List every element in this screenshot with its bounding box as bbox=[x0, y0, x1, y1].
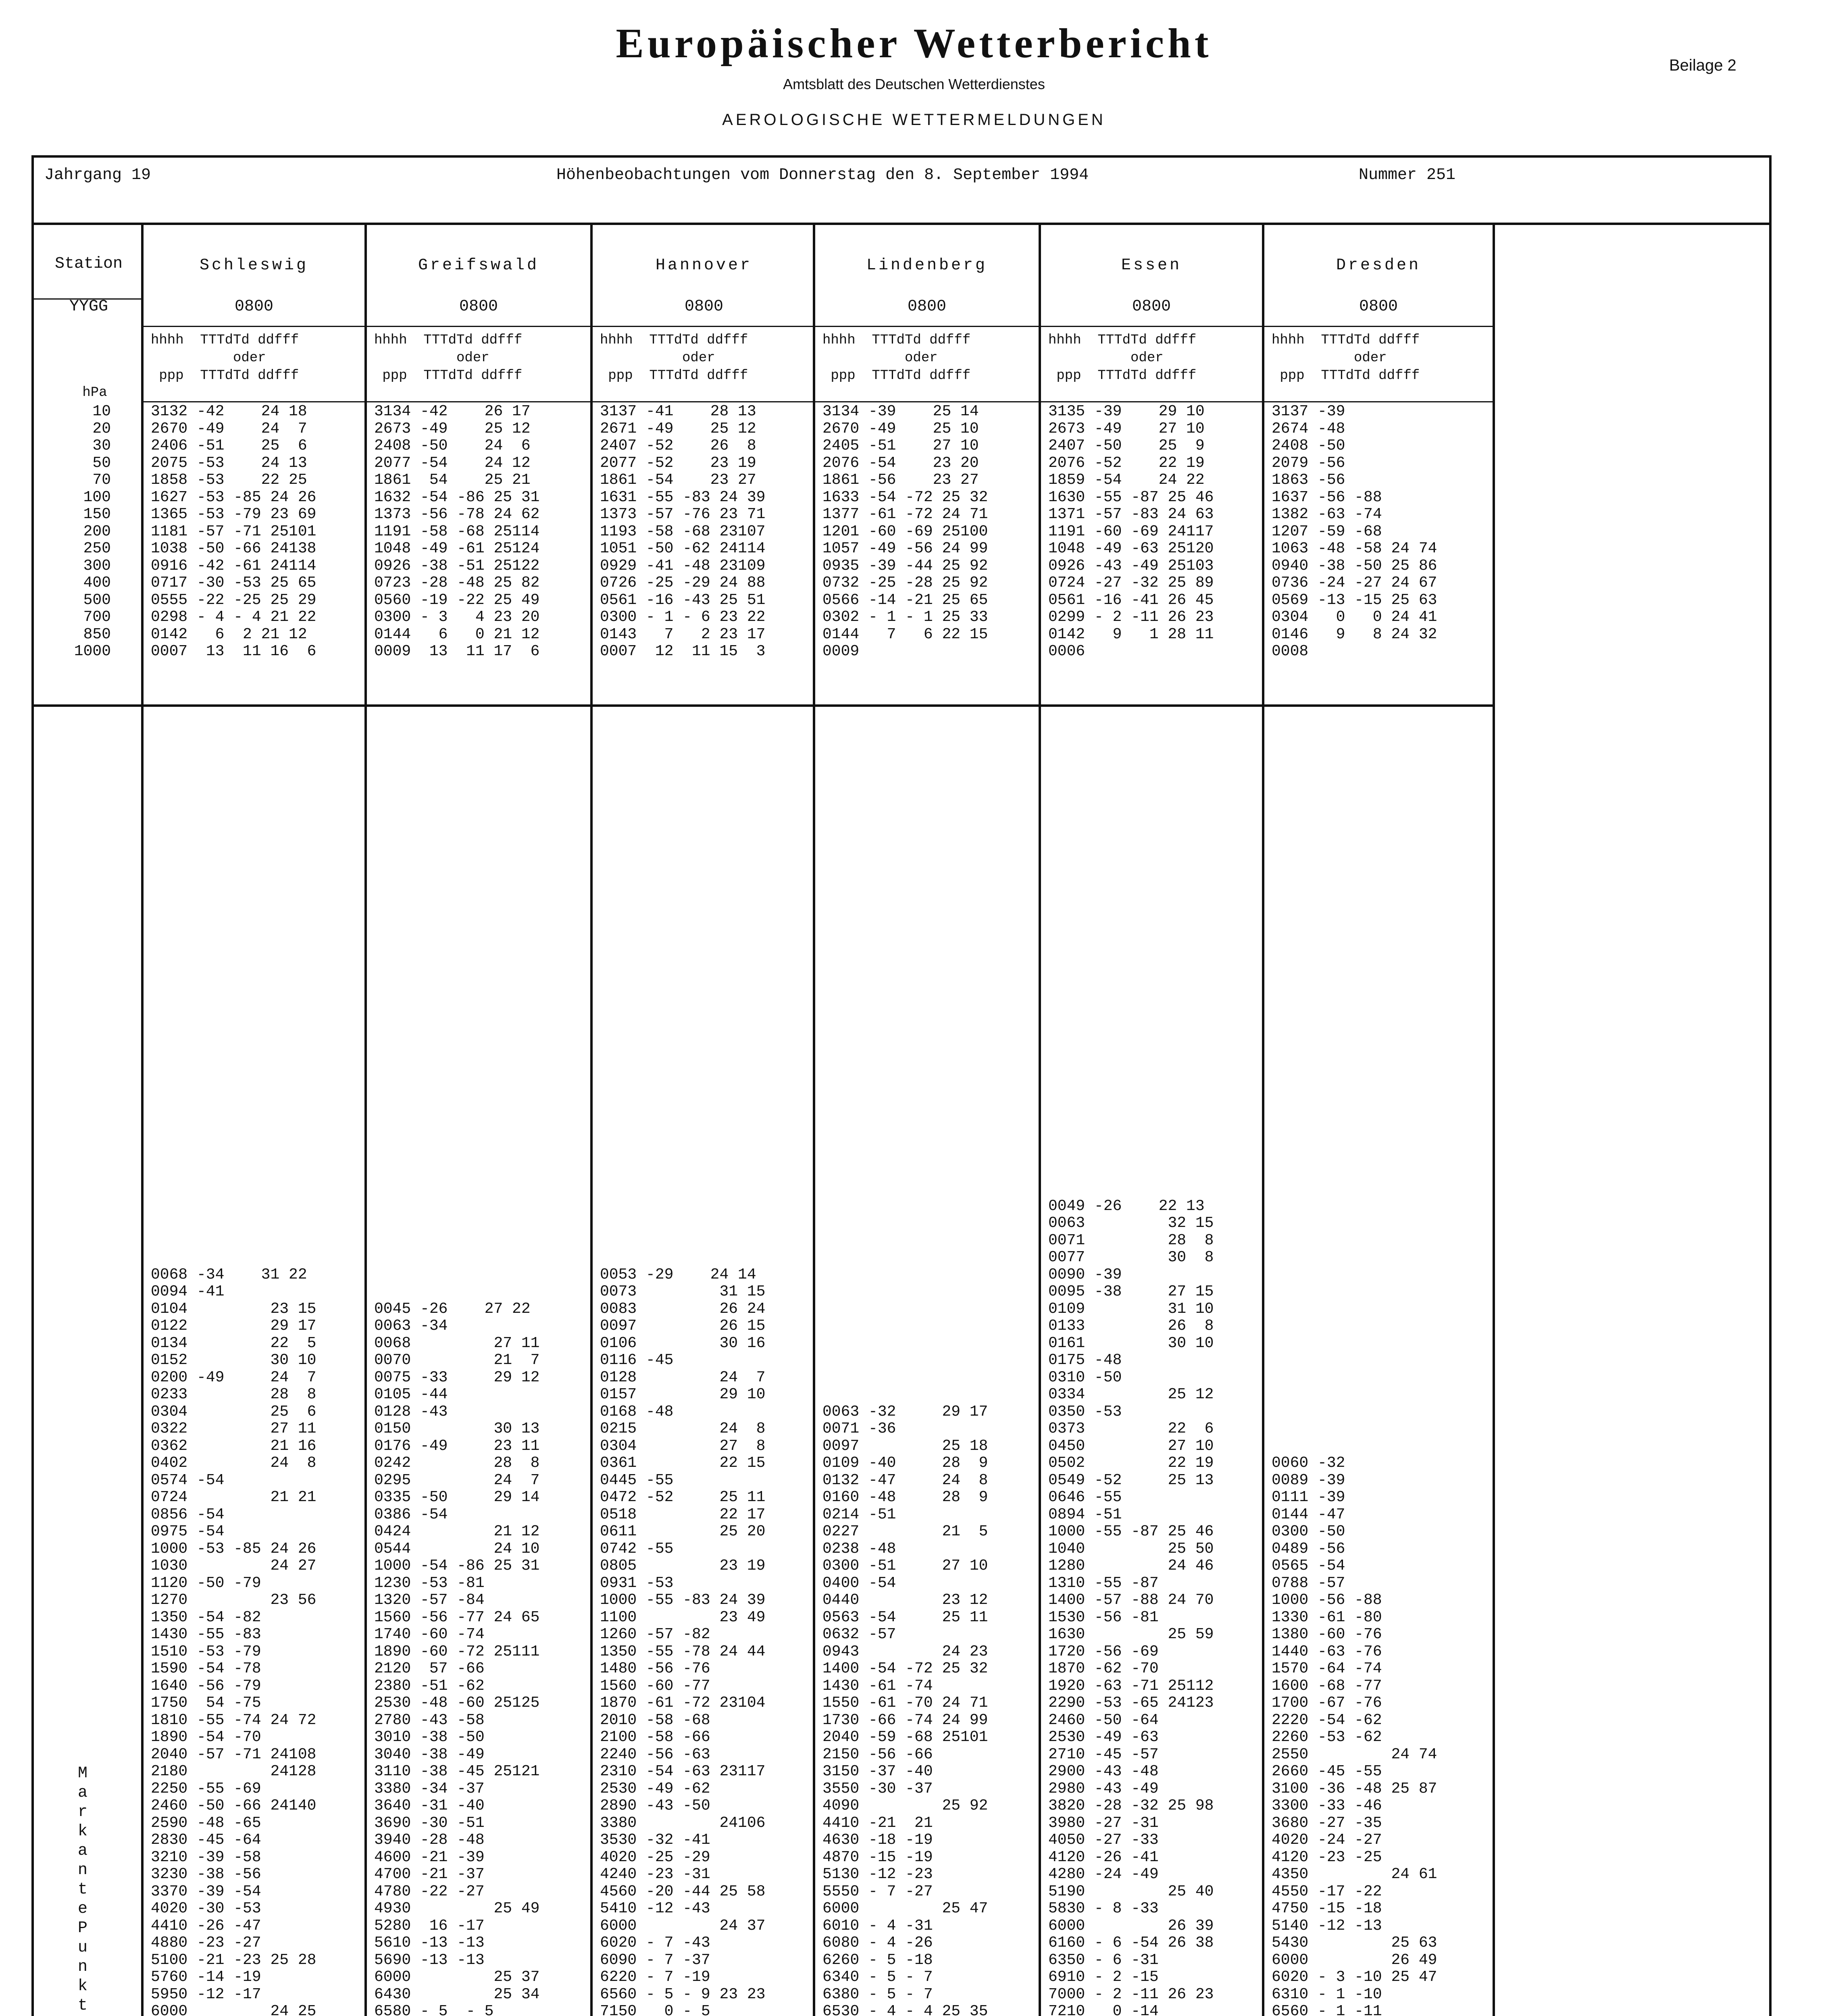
col-line-6 bbox=[1493, 223, 1495, 2016]
pressure-level: 300 bbox=[83, 557, 111, 575]
observation-date: Höhenbeobachtungen vom Donnerstag den 8. September 1994 bbox=[556, 166, 1089, 184]
station-name: Dresden bbox=[1336, 256, 1421, 275]
standard-levels-data: 3137 -41 28 13 2671 -49 25 12 2407 -52 26 8 2077 -52 23 19 1861 -54 23 27 1631 -55 -83 24 39 1373 -57 -76 23 71 1193 -58 -68 23107 1051 -50 -62 24114 0929 -41 -48 23109 0726 -25 -29 24 88 0561 -16 -43 25 51 0300 - 1 - 6 23 22 0143 7 2 23 17 0007 12 11 15 3 bbox=[600, 403, 766, 660]
standard-levels-data: 3132 -42 24 18 2670 -49 24 7 2406 -51 25 6 2075 -53 24 13 1858 -53 22 25 1627 -53 -85 24 26 1365 -53 -79 23 69 1181 -57 -71 25101 1038 -50 -66 24138 0916 -42 -61 24114 0717 -30 -53 25 65 0555 -22 -25 25 29 0298 - 4 - 4 21 22 0142 6 2 21 12 0007 13 11 16 6 bbox=[151, 403, 316, 660]
pressure-levels bbox=[38, 403, 111, 660]
supplement-label: Beilage 2 bbox=[1669, 56, 1736, 74]
significant-points-data: 0068 -34 31 22 0094 -41 0104 23 15 0122 29 17 0134 22 5 0152 30 10 0200 -49 24 7 0233 28 8 0304 25 6 0322 27 11 0362 21 16 0402 24 8 0574 -54 0724 21 21 0856 -54 0975 -54 1000 -53 -85 24 26 1030 24 27 1120 -50 -79 1270 23 56 1350 -54 -82 1430 -55 -83 1510 -53 -79 1590 -54 -78 1640 -56 -79 1750 54 -75 1810 -55 -74 24 72 1890 -54 -70 2040 -57 -71 24108 2180 24128 2250 -55 -69 2460 -50 -66 24140 2590 -48 -65 2830 -45 -64 3210 -39 -58 3230 -38 -56 3370 -39 -54 4020 -30 -53 4410 -26 -47 4880 -23 -27 5100 -21 -23 25 28 5760 -14 -19 5950 -12 -17 6000 24 25 bbox=[151, 1266, 316, 2016]
pressure-level: 1000 bbox=[74, 643, 111, 660]
standard-levels-divider bbox=[31, 704, 1495, 707]
col-line-0 bbox=[141, 223, 144, 2016]
column-header-line: ppp TTTdTd ddfff bbox=[1048, 368, 1197, 383]
pressure-level: 200 bbox=[83, 523, 111, 540]
column-header bbox=[374, 331, 522, 385]
column-header-line: ppp TTTdTd ddfff bbox=[374, 368, 523, 383]
station-name: Greifswald bbox=[418, 256, 539, 275]
column-header-line: oder bbox=[374, 350, 489, 366]
column-header-line: oder bbox=[151, 350, 266, 366]
col-line-3 bbox=[813, 223, 815, 2016]
station-name: Hannover bbox=[655, 256, 753, 275]
markante-punkte-label bbox=[77, 1764, 89, 2016]
column-header bbox=[151, 331, 299, 385]
column-header-line: oder bbox=[822, 350, 938, 366]
column-header-line: ppp TTTdTd ddfff bbox=[822, 368, 971, 383]
significant-points-data: 0045 -26 27 22 0063 -34 0068 27 11 0070 21 7 0075 -33 29 12 0105 -44 0128 -43 0150 30 13 0176 -49 23 11 0242 28 8 0295 24 7 0335 -50 29 14 0386 -54 0424 21 12 0544 24 10 1000 -54 -86 25 31 1230 -53 -81 1320 -57 -84 1560 -56 -77 24 65 1740 -60 -74 1890 -60 -72 25111 2120 57 -66 2380 -51 -62 2530 -48 -60 25125 2780 -43 -58 3010 -38 -50 3040 -38 -49 3110 -38 -45 25121 3380 -34 -37 3640 -31 -40 3690 -30 -51 3940 -28 -48 4600 -21 -39 4700 -21 -37 4780 -22 -27 4930 25 49 5280 16 -17 5610 -13 -13 5690 -13 -13 6000 25 37 6430 25 34 6580 - 5 - 5 bbox=[374, 1300, 540, 2016]
station-time: 0800 bbox=[1359, 298, 1398, 316]
pressure-level: 400 bbox=[83, 574, 111, 591]
time-divider bbox=[143, 326, 1495, 327]
pressure-level: 250 bbox=[83, 540, 111, 557]
column-header-line: hhhh TTTdTd ddfff bbox=[374, 333, 523, 348]
pressure-level: 100 bbox=[83, 488, 111, 506]
pressure-level: 20 bbox=[92, 420, 111, 437]
pressure-level: 10 bbox=[92, 403, 111, 420]
station-time: 0800 bbox=[1132, 298, 1171, 316]
pressure-level: 500 bbox=[83, 591, 111, 609]
station-time: 0800 bbox=[234, 298, 273, 316]
page-subtitle: Amtsblatt des Deutschen Wetterdienstes bbox=[783, 76, 1045, 92]
station-name: Lindenberg bbox=[866, 256, 988, 275]
column-header-line: oder bbox=[1272, 350, 1387, 366]
station-time: 0800 bbox=[907, 298, 946, 316]
significant-points-data: 0053 -29 24 14 0073 31 15 0083 26 24 0097 26 15 0106 30 16 0116 -45 0128 24 7 0157 29 10 0168 -48 0215 24 8 0304 27 8 0361 22 15 0445 -55 0472 -52 25 11 0518 22 17 0611 25 20 0742 -55 0805 23 19 0931 -53 1000 -55 -83 24 39 1100 23 49 1260 -57 -82 1350 -55 -78 24 44 1480 -56 -76 1560 -60 -77 1870 -61 -72 23104 2010 -58 -68 2100 -58 -66 2240 -56 -63 2310 -54 -63 23117 2530 -49 -62 2890 -43 -50 3380 24106 3530 -32 -41 4020 -25 -29 4240 -23 -31 4560 -20 -44 25 58 5410 -12 -43 6000 24 37 6020 - 7 -43 6090 - 7 -37 6220 - 7 -19 6560 - 5 - 9 23 23 7150 0 - 5 bbox=[600, 1266, 766, 2016]
column-header-line: oder bbox=[1048, 350, 1164, 366]
standard-levels-data: 3134 -42 26 17 2673 -49 25 12 2408 -50 24 6 2077 -54 24 12 1861 54 25 21 1632 -54 -86 25 31 1373 -56 -78 24 62 1191 -58 -68 25114 1048 -49 -61 25124 0926 -38 -51 25122 0723 -28 -48 25 82 0560 -19 -22 25 49 0300 - 3 4 23 20 0144 6 0 21 12 0009 13 11 17 6 bbox=[374, 403, 540, 660]
column-header-line: hhhh TTTdTd ddfff bbox=[1272, 333, 1420, 348]
column-header-line: ppp TTTdTd ddfff bbox=[600, 368, 748, 383]
col-line-2 bbox=[590, 223, 593, 2016]
station-label: Station bbox=[54, 255, 123, 273]
hpa-label: hPa bbox=[82, 385, 107, 400]
pressure-level: 50 bbox=[92, 454, 111, 472]
column-header-line: hhhh TTTdTd ddfff bbox=[600, 333, 748, 348]
pressure-level: 70 bbox=[92, 471, 111, 489]
standard-levels-data: 3134 -39 25 14 2670 -49 25 10 2405 -51 27 10 2076 -54 23 20 1861 -56 23 27 1633 -54 -72 25 32 1377 -61 -72 24 71 1201 -60 -69 25100 1057 -49 -56 24 99 0935 -39 -44 25 92 0732 -25 -28 25 92 0566 -14 -21 25 65 0302 - 1 - 1 25 33 0144 7 6 22 15 0009 bbox=[822, 403, 988, 660]
section-title: AEROLOGISCHE WETTERMELDUNGEN bbox=[722, 111, 1106, 129]
column-header-line: oder bbox=[600, 350, 715, 366]
pressure-level: 150 bbox=[83, 506, 111, 523]
header-divider bbox=[31, 223, 1772, 225]
vertical-label-text: MarkantePunkt bbox=[77, 1764, 87, 2015]
col-line-1 bbox=[364, 223, 367, 2016]
column-header bbox=[1272, 331, 1420, 385]
station-time: 0800 bbox=[459, 298, 498, 316]
significant-points-data: 0060 -32 0089 -39 0111 -39 0144 -47 0300 -50 0489 -56 0565 -54 0788 -57 1000 -56 -88 1330 -61 -80 1380 -60 -76 1440 -63 -76 1570 -64 -74 1600 -68 -77 1700 -67 -76 2220 -54 -62 2260 -53 -62 2550 24 74 2660 -45 -55 3100 -36 -48 25 87 3300 -33 -46 3680 -27 -35 4020 -24 -27 4120 -23 -25 4350 24 61 4550 -17 -22 4750 -15 -18 5140 -12 -13 5430 25 63 6000 26 49 6020 - 3 -10 25 47 6310 - 1 -10 6560 - 1 -11 bbox=[1272, 1454, 1437, 2016]
col-header-divider bbox=[143, 401, 1495, 402]
standard-levels-data: 3135 -39 29 10 2673 -49 27 10 2407 -50 25 9 2076 -52 22 19 1859 -54 24 22 1630 -55 -87 25 46 1371 -57 -83 24 63 1191 -60 -69 24117 1048 -49 -63 25120 0926 -43 -49 25103 0724 -27 -32 25 89 0561 -16 -41 26 45 0299 - 2 -11 26 23 0142 9 1 28 11 0006 bbox=[1048, 403, 1214, 660]
page-title: Europäischer Wetterbericht bbox=[616, 20, 1212, 67]
jahrgang: Jahrgang 19 bbox=[44, 166, 151, 184]
station-name: Schleswig bbox=[199, 256, 309, 275]
issue-number: Nummer 251 bbox=[1359, 166, 1456, 184]
column-header bbox=[600, 331, 748, 385]
column-header-line: ppp TTTdTd ddfff bbox=[1272, 368, 1420, 383]
column-header bbox=[822, 331, 970, 385]
column-header bbox=[1048, 331, 1196, 385]
significant-points-data: 0049 -26 22 13 0063 32 15 0071 28 8 0077 30 8 0090 -39 0095 -38 27 15 0109 31 10 0133 26 8 0161 30 10 0175 -48 0310 -50 0334 25 12 0350 -53 0373 22 6 0450 27 10 0502 22 19 0549 -52 25 13 0646 -55 0894 -51 1000 -55 -87 25 46 1040 25 50 1280 24 46 1310 -55 -87 1400 -57 -88 24 70 1530 -56 -81 1630 25 59 1720 -56 -69 1870 -62 -70 1920 -63 -71 25112 2290 -53 -65 24123 2460 -50 -64 2530 -49 -63 2710 -45 -57 2900 -43 -48 2980 -43 -49 3820 -28 -32 25 98 3980 -27 -31 4050 -27 -33 4120 -26 -41 4280 -24 -49 5190 25 40 5830 - 8 -33 6000 26 39 6160 - 6 -54 26 38 6350 - 6 -31 6910 - 2 -15 7000 - 2 -11 26 23 7210 0 -14 bbox=[1048, 1197, 1214, 2016]
column-header-line: hhhh TTTdTd ddfff bbox=[822, 333, 971, 348]
column-header-line: hhhh TTTdTd ddfff bbox=[1048, 333, 1197, 348]
standard-levels-data: 3137 -39 2674 -48 2408 -50 2079 -56 1863 -56 1637 -56 -88 1382 -63 -74 1207 -59 -68 1063 -48 -58 24 74 0940 -38 -50 25 86 0736 -24 -27 24 67 0569 -13 -15 25 63 0304 0 0 24 41 0146 9 8 24 32 0008 bbox=[1272, 403, 1437, 660]
station-name: Essen bbox=[1121, 256, 1182, 275]
pressure-level: 700 bbox=[83, 608, 111, 626]
col-line-4 bbox=[1039, 223, 1041, 2016]
pressure-level: 850 bbox=[83, 625, 111, 643]
col-line-5 bbox=[1262, 223, 1264, 2016]
significant-points-data: 0063 -32 29 17 0071 -36 0097 25 18 0109 -40 28 9 0132 -47 24 8 0160 -48 28 9 0214 -51 0227 21 5 0238 -48 0300 -51 27 10 0400 -54 0440 23 12 0563 -54 25 11 0632 -57 0943 24 23 1400 -54 -72 25 32 1430 -61 -74 1550 -61 -70 24 71 1730 -66 -74 24 99 2040 -59 -68 25101 2150 -56 -66 3150 -37 -40 3550 -30 -37 4090 25 92 4410 -21 21 4630 -18 -19 4870 -15 -19 5130 -12 -23 5550 - 7 -27 6000 25 47 6010 - 4 -31 6080 - 4 -26 6260 - 5 -18 6340 - 5 - 7 6380 - 5 - 7 6530 - 4 - 4 25 35 bbox=[822, 1403, 988, 2016]
pressure-level: 30 bbox=[92, 437, 111, 454]
column-header-line: ppp TTTdTd ddfff bbox=[151, 368, 299, 383]
column-header-line: hhhh TTTdTd ddfff bbox=[151, 333, 299, 348]
station-time: 0800 bbox=[684, 298, 723, 316]
yygg-label: YYGG bbox=[69, 298, 108, 316]
